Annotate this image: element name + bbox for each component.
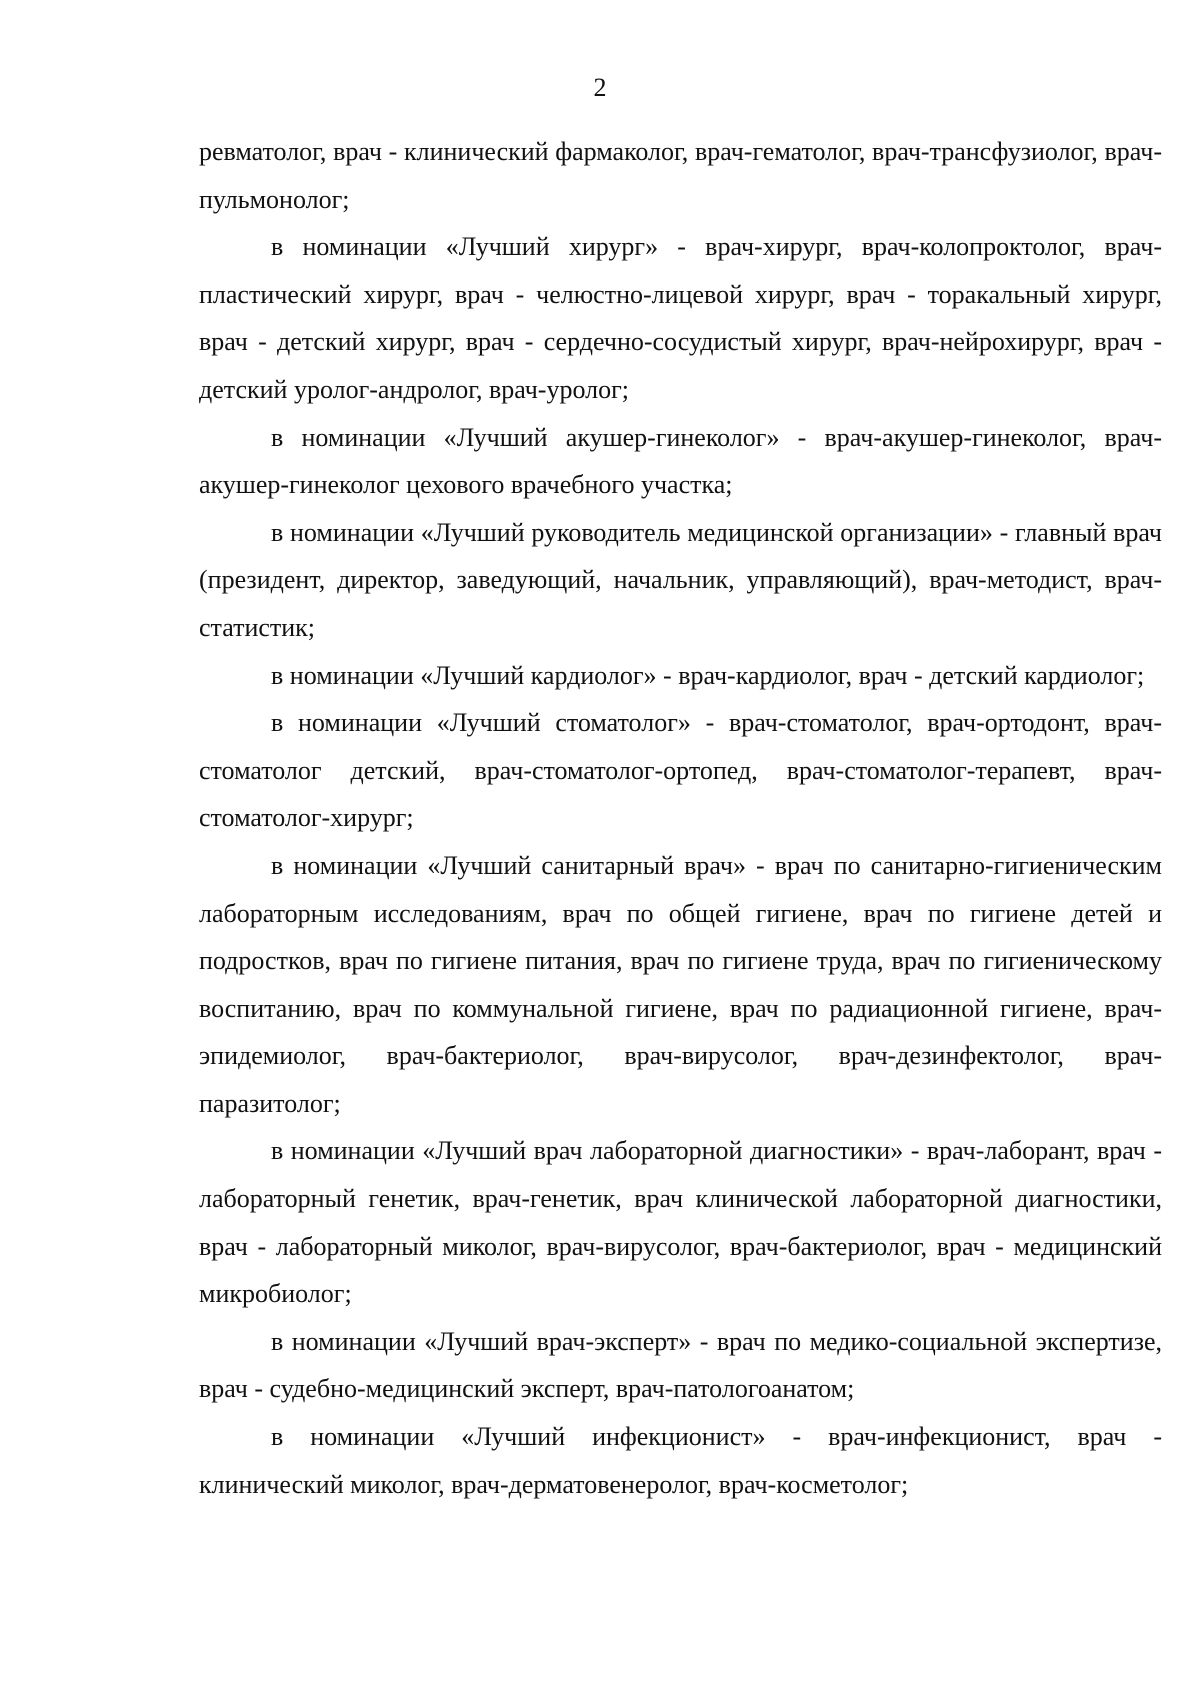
paragraph-continuation: ревматолог, врач - клинический фармаколог, врач-гематолог, врач-трансфузиолог, врач-пульмонолог; [199, 137, 1162, 214]
paragraph-best-obstetrician: в номинации «Лучший акушер-гинеколог» - врач-акушер-гинеколог, врач-акушер-гинеколог цехового врачебного участка; [199, 422, 1162, 500]
paragraph-best-lab-doctor: в номинации «Лучший врач лабораторной диагностики» - врач-лаборант, врач - лабораторный генетик, врач-генетик, врач клинической лабораторной диагностики, врач - лабораторный миколог, врач-вирусолог, врач-бактериолог, врач - медицинский микробиолог; [199, 1136, 1162, 1309]
paragraph-best-sanitary-doctor: в номинации «Лучший санитарный врач» - врач по санитарно-гигиеническим лабораторным исследованиям, врач по общей гигиене, врач по гигиене детей и подростков, врач по гигиене питания, врач по гигиене труда, врач по гигиеническому воспитанию, врач по коммунальной гигиене, врач по радиационной гигиене, врач-эпидемиолог, врач-бактериолог, врач-вирусолог, врач-дезинфектолог, врач-паразитолог; [199, 850, 1162, 1118]
page-number: 2 [593, 73, 607, 102]
paragraph-best-cardiologist: в номинации «Лучший кардиолог» - врач-кардиолог, врач - детский кардиолог; [271, 660, 1145, 690]
document-body [199, 128, 1162, 1508]
paragraph-best-infectionist: в номинации «Лучший инфекционист» - врач-инфекционист, врач - клинический миколог, врач-дерматовенеролог, врач-косметолог; [199, 1422, 1162, 1499]
paragraph-best-head: в номинации «Лучший руководитель медицинской организации» - главный врач (президент, директор, заведующий, начальник, управляющий), врач-методист, врач-статистик; [199, 517, 1162, 642]
paragraph-best-dentist: в номинации «Лучший стоматолог» - врач-стоматолог, врач-ортодонт, врач-стоматолог детский, врач-стоматолог-ортопед, врач-стоматолог-терапевт, врач-стоматолог-хирург; [199, 708, 1162, 833]
paragraph-best-expert: в номинации «Лучший врач-эксперт» - врач по медико-социальной экспертизе, врач - судебно-медицинский эксперт, врач-патологоанатом; [199, 1326, 1162, 1404]
paragraph-best-surgeon: в номинации «Лучший хирург» - врач-хирург, врач-колопроктолог, врач-пластический хирург, врач - челюстно-лицевой хирург, врач - торакальный хирург, врач - детский хирург, врач - сердечно-сосудистый хирург, врач-нейрохирург, врач - детский уролог-андролог, врач-уролог; [199, 232, 1162, 404]
